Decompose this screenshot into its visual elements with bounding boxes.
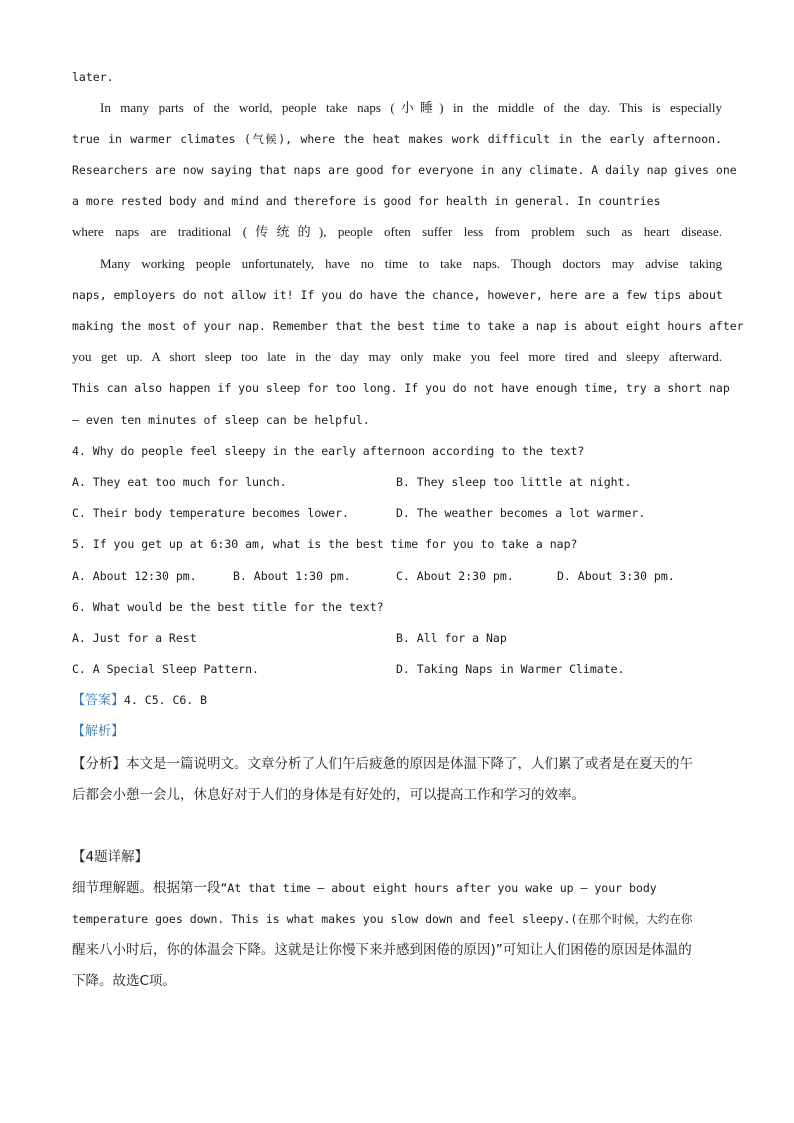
question-option: C. About 2:30 pm. — [396, 569, 514, 583]
question-option: A. They eat too much for lunch. — [72, 475, 287, 489]
answer-tag: 【答案】 — [72, 693, 125, 708]
question-option: D. About 3:30 pm. — [557, 569, 675, 583]
question-option: C. A Special Sleep Pattern. — [72, 662, 259, 676]
detail-quote: “At that time – about eight hours after you wake up – your body — [220, 881, 657, 895]
passage-line: you get up. A short sleep too late in the day may only make you feel more tired and sleepy afterward. — [72, 349, 722, 364]
passage-line: true in warmer climates (气候), where the heat makes work difficult in the early afternoon. — [72, 132, 722, 146]
passage-line: Many working people unfortunately, have no time to take naps. Though doctors may advise taking — [100, 256, 722, 271]
detail-line: 醒来八小时后，你的体温会下降。这就是让你慢下来并感到困倦的原因)”可知让人们困倦的原因是体温的 — [72, 942, 692, 958]
question-option: B. About 1:30 pm. — [233, 569, 351, 583]
question-option: B. They sleep too little at night. — [396, 475, 632, 489]
passage-line: making the most of your nap. Remember that the best time to take a nap is about eight hours after — [72, 319, 744, 333]
passage-line: a more rested body and mind and therefore is good for health in general. In countries — [72, 194, 661, 208]
passage-line: later. — [72, 70, 114, 84]
detail-line: 下降。故选C项。 — [72, 973, 176, 989]
passage-line: naps, employers do not allow it! If you do have the chance, however, here are a few tips about — [72, 288, 723, 302]
question-option: A. Just for a Rest — [72, 631, 197, 645]
passage-line: This can also happen if you sleep for too long. If you do not have enough time, try a short nap — [72, 381, 730, 395]
question-stem: 5. If you get up at 6:30 am, what is the best time for you to take a nap? — [72, 537, 578, 551]
summary-line — [72, 756, 693, 772]
question-stem: 4. Why do people feel sleepy in the early afternoon according to the text? — [72, 444, 585, 458]
question-option: D. The weather becomes a lot warmer. — [396, 506, 646, 520]
question-stem: 6. What would be the best title for the text? — [72, 600, 384, 614]
detail-text-cn: 细节理解题。根据第一段 — [72, 880, 221, 896]
detail-line — [72, 880, 657, 896]
passage-line: Researchers are now saying that naps are good for everyone in any climate. A daily nap gives one — [72, 163, 737, 177]
summary-tag: 【分析】 — [72, 756, 126, 772]
question-option: D. Taking Naps in Warmer Climate. — [396, 662, 625, 676]
answer-text: 4. C5. C6. B — [124, 693, 208, 707]
answer-row — [72, 692, 207, 709]
question-option: C. Their body temperature becomes lower. — [72, 506, 349, 520]
question-option: B. All for a Nap — [396, 631, 507, 645]
passage-line: In many parts of the world, people take naps (小睡) in the middle of the day. This is especially — [100, 100, 722, 115]
question-option: A. About 12:30 pm. — [72, 569, 197, 583]
passage-line: – even ten minutes of sleep can be helpful. — [72, 413, 370, 427]
detail-tag: 【4题详解】 — [72, 849, 149, 865]
summary-text: 本文是一篇说明文。文章分析了人们午后疲惫的原因是体温下降了，人们累了或者是在夏天的午 — [126, 756, 693, 772]
summary-line: 后都会小憩一会儿，休息好对于人们的身体是有好处的，可以提高工作和学习的效率。 — [72, 787, 585, 803]
detail-line: temperature goes down. This is what makes you slow down and feel sleepy.(在那个时候，大约在你 — [72, 912, 693, 926]
passage-line: where naps are traditional (传统的), people often suffer less from problem such as heart disease. — [72, 224, 722, 239]
analysis-tag: 【解析】 — [72, 724, 125, 739]
